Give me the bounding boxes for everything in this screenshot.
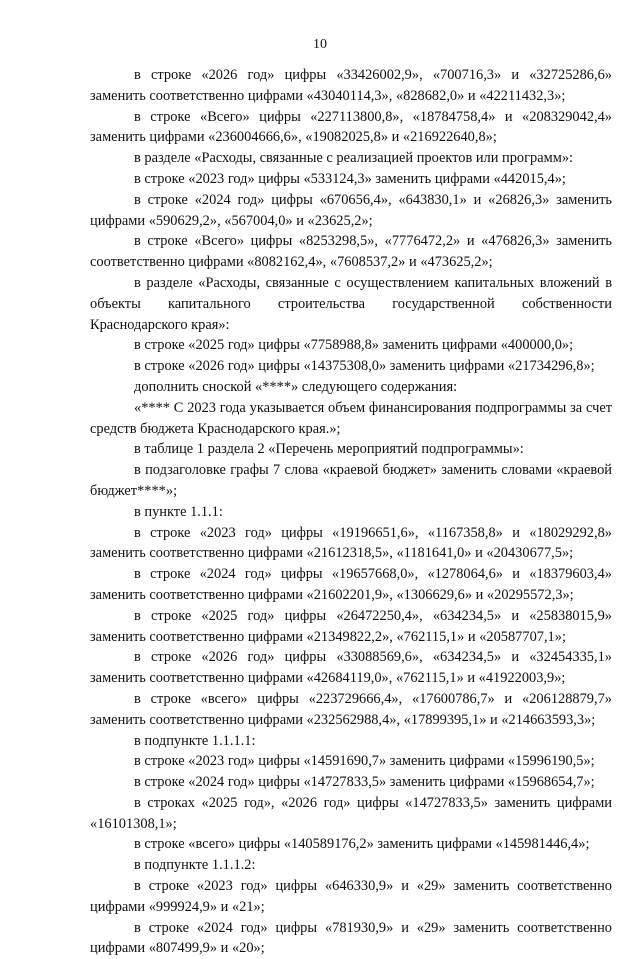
- paragraph: в строке «2024 год» цифры «14727833,5» заменить цифрами «15968654,7»;: [134, 774, 595, 791]
- paragraph: в строке «2026 год» цифры «33426002,9», «700716,3» и «32725286,6» заменить соответственно цифрами «43040114,3», «828682,0» и «42211432,3»;: [90, 67, 612, 104]
- page-number: 10: [313, 37, 327, 52]
- paragraph: в строке «всего» цифры «223729666,4», «17600786,7» и «206128879,7» заменить соответственно цифрами «232562988,4», «17899395,1» и «214663593,3»;: [90, 690, 612, 728]
- paragraph: в подпункте 1.1.1.2:: [134, 857, 256, 874]
- paragraph: в строках «2025 год», «2026 год» цифры «14727833,5» заменить цифрами «16101308,1»;: [90, 794, 612, 832]
- paragraph: в строке «всего» цифры «140589176,2» заменить цифрами «145981446,4»;: [134, 836, 590, 853]
- document-body: [90, 65, 612, 959]
- footnote-text: «**** С 2023 года указывается объем финансирования подпрограммы за счет средств бюджета Краснодарского края.»;: [90, 399, 612, 437]
- paragraph: в строке «Всего» цифры «227113800,8», «18784758,4» и «208329042,4» заменить цифрами «236004666,6», «19082025,8» и «216922640,8»;: [90, 108, 612, 146]
- paragraph: в строке «2025 год» цифры «7758988,8» заменить цифрами «400000,0»;: [134, 337, 574, 354]
- paragraph: в строке «2024 год» цифры «19657668,0», «1278064,6» и «18379603,4» заменить соответственно цифрами «21602201,9», «1306629,6» и «20295572,3»;: [90, 566, 612, 603]
- paragraph: в строке «2023 год» цифры «19196651,6», «1167358,8» и «18029292,8» заменить соответственно цифрами «21612318,5», «1181641,0» и «20430677,5»;: [90, 524, 612, 562]
- paragraph: в подпункте 1.1.1.1:: [134, 732, 256, 749]
- paragraph: в строке «2024 год» цифры «670656,4», «643830,1» и «26826,3» заменить цифрами «590629,2», «567004,0» и «23625,2»;: [90, 191, 612, 229]
- paragraph: в строке «2025 год» цифры «26472250,4», «634234,5» и «25838015,9» заменить соответственно цифрами «21349822,2», «762115,1» и «20587707,1»;: [90, 607, 612, 645]
- paragraph: в строке «2023 год» цифры «14591690,7» заменить цифрами «15996190,5»;: [134, 753, 595, 770]
- paragraph: в строке «2023 год» цифры «646330,9» и «29» заменить соответственно цифрами «999924,9» и «21»;: [90, 878, 612, 915]
- paragraph: в строке «Всего» цифры «8253298,5», «7776472,2» и «476826,3» заменить соответственно цифрами «8082162,4», «7608537,2» и «473625,2»;: [90, 233, 612, 271]
- paragraph: в пункте 1.1.1:: [134, 503, 223, 520]
- paragraph: в строке «2026 год» цифры «14375308,0» заменить цифрами «21734296,8»;: [134, 358, 595, 375]
- paragraph: дополнить сноской «****» следующего содержания:: [134, 378, 458, 395]
- paragraph: в подзаголовке графы 7 слова «краевой бюджет» заменить словами «краевой бюджет****»;: [90, 462, 612, 499]
- paragraph: в строке «2024 год» цифры «781930,9» и «29» заменить соответственно цифрами «807499,9» и «20»;: [90, 919, 612, 957]
- paragraph: в таблице 1 раздела 2 «Перечень мероприятий подпрограммы»:: [134, 441, 524, 458]
- section-heading: в разделе «Расходы, связанные с реализацией проектов или программ»:: [134, 150, 574, 167]
- paragraph: в строке «2023 год» цифры «533124,3» заменить цифрами «442015,4»;: [134, 170, 566, 187]
- paragraph: в строке «2026 год» цифры «33088569,6», «634234,5» и «32454335,1» заменить соответственно цифрами «42684119,0», «762115,1» и «41922003,9»;: [90, 649, 612, 687]
- section-heading: в разделе «Расходы, связанные с осуществлением капитальных вложений в объекты капитального строительства государственной собственности Краснодарского края»:: [90, 274, 612, 333]
